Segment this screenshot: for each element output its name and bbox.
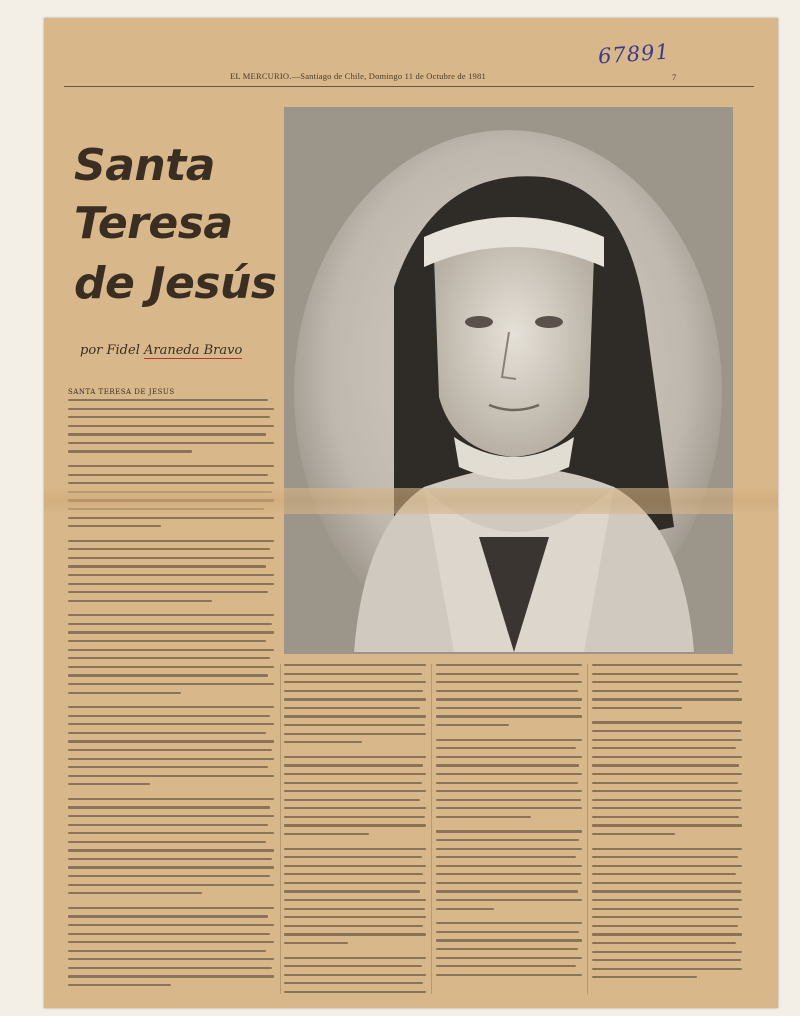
archive-number: 67891 [597,39,671,69]
page-number: 7 [672,72,677,82]
portrait-photo [284,107,733,654]
masthead: EL MERCURIO.—Santiago de Chile, Domingo 11 de Octubre de 1981 [230,71,486,81]
newspaper-page [44,18,778,1008]
column-divider-1 [280,664,281,994]
title-line-1: Santa [74,140,215,191]
article-column-middle [284,664,426,998]
title-line-2: Teresa [74,198,233,249]
title-line-3: de Jesús [74,258,277,309]
byline-prefix: por Fidel [80,343,140,358]
article-column-left [68,388,274,998]
lead-in: SANTA TERESA DE JESUS [68,388,175,396]
article-column-right [592,664,742,998]
byline [80,343,242,358]
masthead-rule [64,86,754,87]
byline-author: Araneda Bravo [144,343,243,358]
portrait-image [284,107,733,654]
column-divider-3 [587,664,588,994]
paper-fold [44,488,778,514]
article-column-right-inner [436,664,582,998]
column-divider-2 [431,664,432,994]
